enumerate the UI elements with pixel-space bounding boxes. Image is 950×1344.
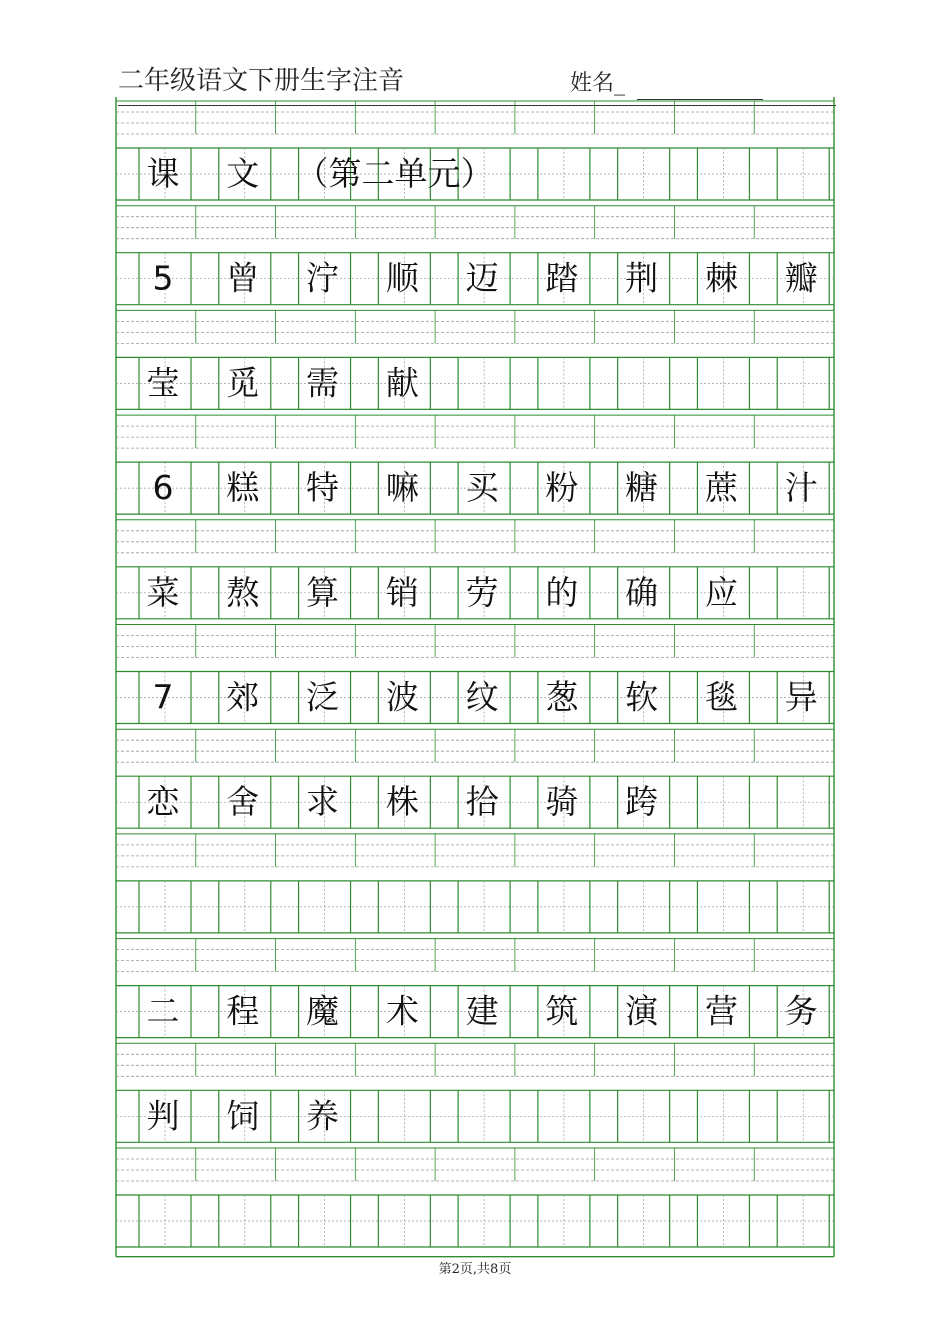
worksheet-character: 课 [146, 154, 180, 193]
worksheet-character: 觅 [226, 363, 260, 403]
worksheet-character: 买 [465, 468, 499, 508]
worksheet-character: 建 [465, 991, 499, 1031]
worksheet-character: 献 [385, 363, 419, 403]
worksheet-character: 荆 [625, 258, 659, 298]
worksheet-character: 5 [152, 258, 174, 298]
worksheet-character: 需 [306, 363, 340, 403]
worksheet-character: 粉 [545, 468, 579, 508]
worksheet-character: 株 [385, 782, 419, 822]
worksheet-character: 文 [226, 154, 260, 193]
worksheet-character: 筑 [545, 991, 579, 1031]
worksheet-character: 踏 [545, 258, 579, 298]
worksheet-character: 郊 [226, 677, 260, 717]
worksheet-character: 二 [146, 991, 180, 1031]
worksheet-character: 波 [385, 677, 419, 717]
worksheet-character: 迈 [465, 258, 499, 298]
worksheet-character: 曾 [226, 258, 260, 298]
worksheet-character: 魔 [306, 991, 340, 1031]
worksheet-character: 7 [152, 677, 174, 717]
worksheet-character: （第二单元） [295, 154, 494, 193]
worksheet-character: 求 [306, 782, 340, 822]
worksheet-character: 养 [306, 1096, 340, 1136]
worksheet-character: 营 [704, 991, 738, 1031]
worksheet-character: 饲 [226, 1096, 260, 1136]
worksheet-character: 务 [784, 991, 818, 1031]
worksheet-character: 菜 [146, 572, 180, 612]
worksheet-character: 判 [146, 1096, 180, 1136]
worksheet-character: 纹 [465, 677, 499, 717]
worksheet-character: 确 [625, 572, 659, 612]
worksheet-character: 泞 [306, 258, 340, 298]
worksheet-character: 跨 [625, 782, 659, 822]
worksheet-character: 熬 [226, 572, 260, 612]
worksheet-character: 汁 [784, 468, 818, 508]
worksheet-character: 劳 [465, 572, 499, 612]
worksheet-character: 异 [784, 677, 818, 717]
worksheet-character: 泛 [306, 677, 340, 717]
worksheet-character: 销 [385, 572, 419, 612]
worksheet-character: 棘 [704, 258, 738, 298]
worksheet-character: 术 [385, 991, 419, 1031]
worksheet-character: 毯 [704, 677, 738, 717]
worksheet-character: 嘛 [385, 468, 419, 508]
worksheet-character: 算 [306, 572, 340, 612]
worksheet-character: 演 [625, 991, 659, 1031]
worksheet-character: 蔗 [704, 468, 738, 508]
worksheet-character: 糕 [226, 468, 260, 508]
worksheet-character: 拾 [465, 782, 499, 822]
worksheet-character: 顺 [385, 258, 419, 298]
worksheet-character: 程 [226, 991, 260, 1031]
worksheet-character: 6 [152, 468, 174, 508]
worksheet-character: 莹 [146, 363, 180, 403]
worksheet-character: 恋 [146, 782, 180, 822]
page-footer: 第2页,共8页 [438, 1262, 512, 1277]
worksheet-character: 软 [625, 677, 659, 717]
worksheet-character: 特 [306, 468, 340, 508]
worksheet-character: 的 [545, 572, 579, 612]
worksheet-character: 应 [704, 572, 738, 612]
worksheet-character: 瓣 [784, 258, 818, 298]
worksheet-character: 舍 [226, 782, 260, 822]
worksheet-character: 骑 [545, 782, 579, 822]
name-label: 姓名_ [570, 71, 626, 96]
worksheet-header-title: 二年级语文下册生字注音 [118, 66, 405, 96]
worksheet-character: 糖 [625, 468, 659, 508]
worksheet-character: 葱 [545, 677, 579, 717]
